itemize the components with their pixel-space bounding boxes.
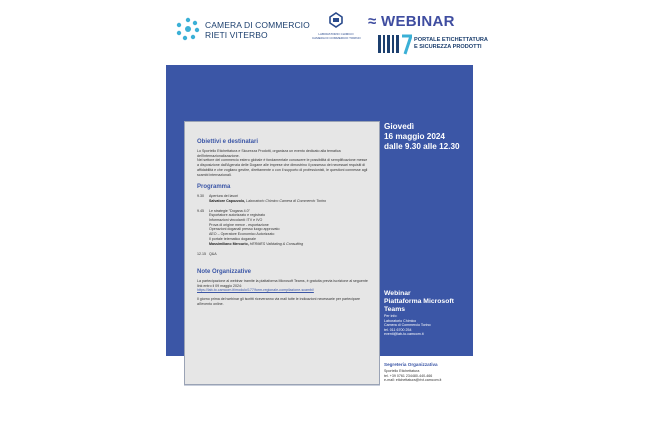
laboratorio-logo-line2: CAMERA DI COMMERCIO TORINO [312, 35, 361, 40]
program-time: 9.30 [197, 194, 204, 199]
program-item [197, 194, 369, 203]
objectives-paragraph-2: Nel settore del commercio estero globale è fondamentale conoscere le possibilità di semplificazione messe a disposizione dall'Agenzia delle Dogane alle imprese che dimostrino il possesso dei necessari requisiti di affidabilità e che vogliano gestire, direttamente o con il supporto di professionisti, le questioni connesse agli scambi internazionali. [197, 158, 368, 177]
webinar-info-block [384, 290, 454, 337]
program-time: 12.15 [197, 252, 206, 257]
program-line: Operazioni doganali presso luogo approvato [209, 227, 280, 232]
program-item [197, 252, 369, 257]
program-speaker: Massimiliano Mercurio, [209, 241, 249, 246]
notes-title: Note Organizzative [197, 268, 252, 275]
portale-logo-text [414, 37, 488, 51]
segreteria-line: Sportello Etichettatura [384, 369, 420, 373]
webinar-side-title-2: Piattaforma Microsoft [384, 298, 454, 305]
webinar-side-title-1: Webinar [384, 290, 411, 297]
bottom-divider [184, 385, 380, 386]
webinar-heading: ≈ WEBINAR [368, 13, 455, 30]
portale-logo-line1: PORTALE ETICHETTATURA [414, 37, 488, 43]
program-title: Programma [197, 184, 231, 191]
program-line: Le strategie "Dogana 4.0" [209, 208, 250, 213]
webinar-info-line: tel. 011 6700 254 [384, 327, 412, 332]
camera-commercio-logo-icon [176, 17, 200, 41]
program-speaker: Salvatore Capozzolo, [209, 198, 246, 203]
program-line: AEO – Operatore Economico Autorizzato [209, 232, 275, 237]
laboratorio-logo-line1: LABORATORIO CHIMICO [318, 32, 354, 36]
program-line: Prova di origine merce - esportazione [209, 222, 269, 227]
laboratorio-logo-icon [328, 12, 344, 28]
objectives-title: Obiettivi e destinatari [197, 139, 259, 145]
portale-logo-line2: E SICUREZZA PRODOTTI [414, 44, 482, 50]
laboratorio-chimico-logo [312, 12, 360, 38]
camera-logo-line1: CAMERA DI COMMERCIO [205, 20, 310, 30]
event-day: Giovedì [384, 122, 415, 131]
program-item [197, 209, 369, 247]
event-time: dalle 9.30 alle 12.30 [384, 142, 460, 151]
segreteria-title: Segreteria Organizzativa [384, 362, 438, 367]
segreteria-block [384, 362, 441, 383]
program-line: Apertura dei lavori [209, 194, 239, 199]
webinar-info-line: Per info: [384, 314, 398, 318]
program-line: Il portale telematico doganale [209, 236, 256, 241]
notes-paragraph-2: Il giorno prima del webinar gli iscritti riceveranno via mail tutte le indicazioni necessarie per partecipare all'evento online. [197, 297, 360, 306]
registration-link[interactable]: https://lab-to.camcom.it/modulo/177/form-regionale-compilazione-scambi/ [197, 288, 314, 293]
event-details-card [184, 121, 380, 385]
webinar-info-line: Laboratorio Chimico [384, 318, 417, 323]
segreteria-email[interactable]: e-mail: etichettatura@rivt.camcom.it [384, 378, 442, 383]
notes-paragraph-1: La partecipazione al webinar tramite la piattaforma Microsoft Teams, è gratuita previa iscrizione al seguente link entro il 09 maggio 2024: [197, 278, 368, 288]
segreteria-line: tel. +39 0761 234480-440-466 [384, 373, 433, 378]
event-date-block [384, 122, 460, 152]
camera-logo-line2: RIETI VITERBO [205, 30, 268, 40]
objectives-paragraph-1: Lo Sportello Etichettatura e Sicurezza Prodotti, organizza un evento dedicato alla tematica dell'internazionalizzazione. [197, 149, 341, 158]
program-line: Informazioni vincolanti: ITV e IVO [209, 218, 263, 223]
program-time: 9.45 [197, 208, 204, 213]
webinar-info-line: Camera di Commercio Torino [384, 323, 431, 328]
camera-commercio-logo-text [205, 20, 310, 40]
event-date: 16 maggio 2024 [384, 132, 445, 141]
program-line: Q&A [209, 252, 217, 257]
webinar-side-title-3: Teams [384, 306, 406, 313]
program-affiliation: Laboratorio Chimico Camera di Commercio Torino [245, 198, 327, 203]
program-affiliation: HERMES Validating & Consulting [248, 241, 304, 246]
program-line: Esportatore autorizzato e registrato [209, 213, 266, 218]
webinar-info-email[interactable]: eventi@lab-to.camcom.it [384, 332, 424, 337]
